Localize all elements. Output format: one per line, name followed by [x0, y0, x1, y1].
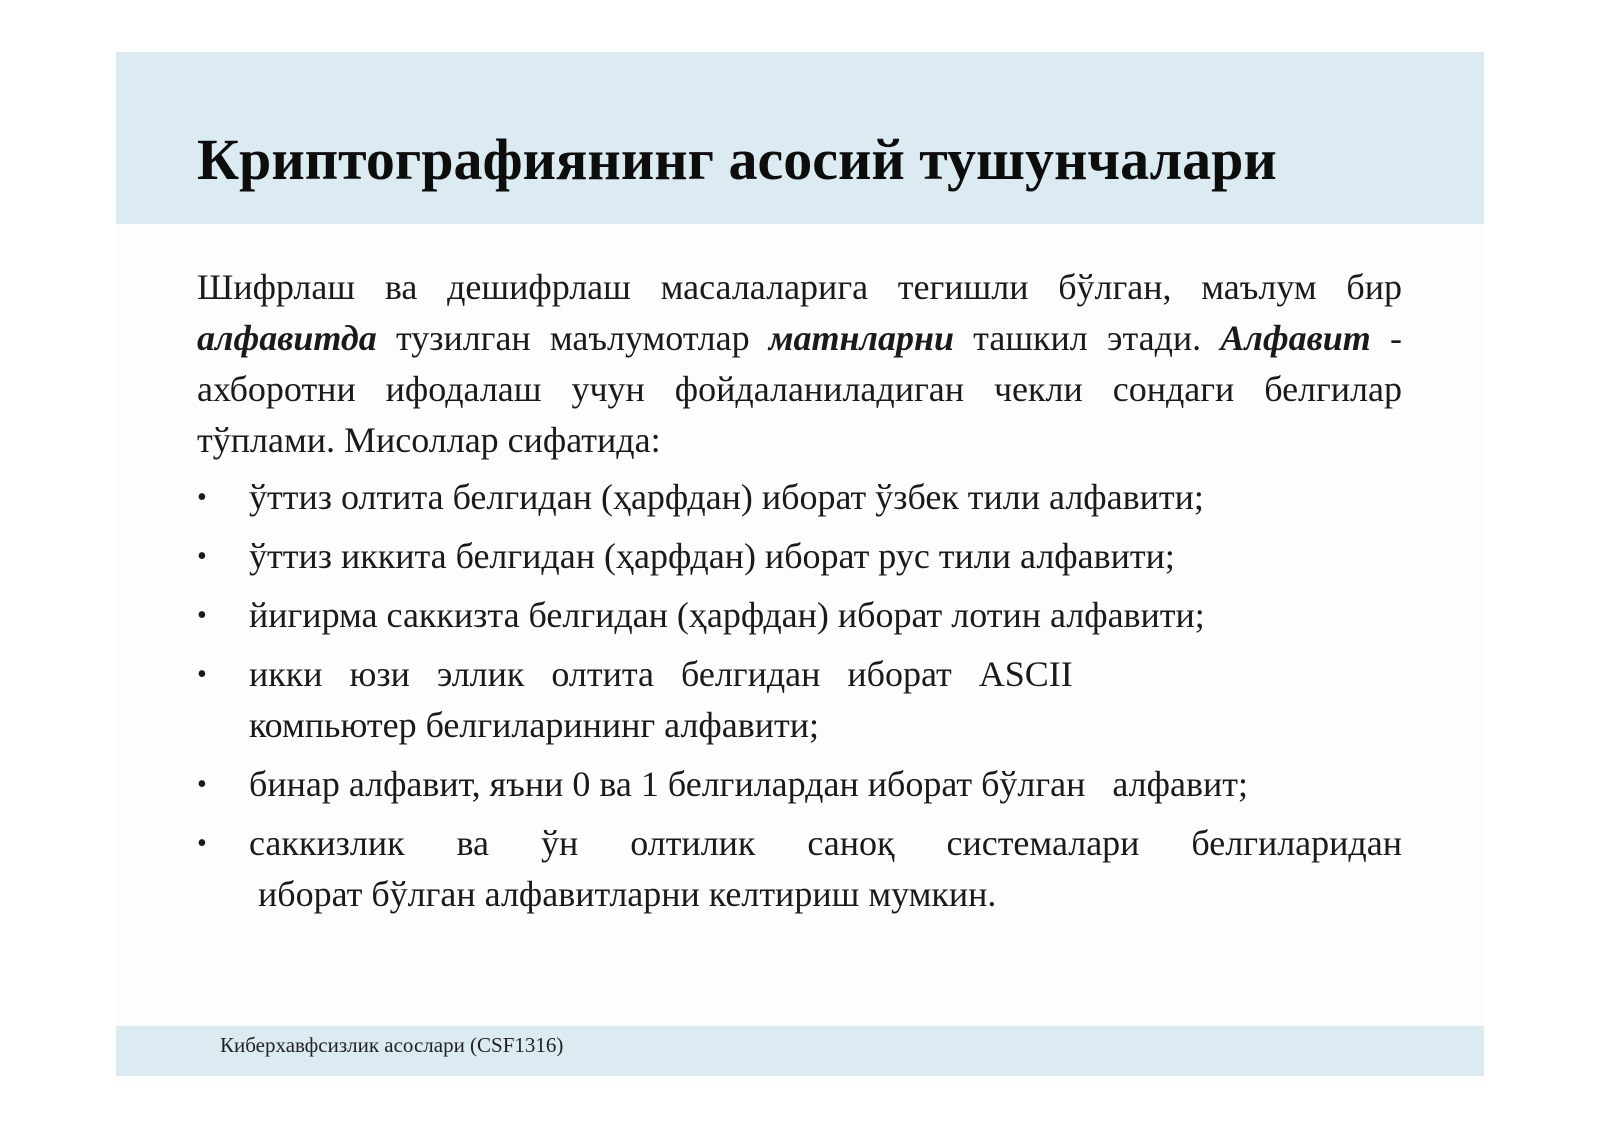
list-item-text: йигирма саккизта белгидан (ҳарфдан) иборат лотин алфавити;: [249, 595, 1205, 635]
term-texts: матнларни: [768, 318, 954, 358]
slide-content: [197, 262, 1402, 928]
examples-list: [197, 472, 1402, 920]
intro-text-3: ташкил этади.: [953, 318, 1221, 358]
list-item-line: икки юзи эллик олтита белгидан иборат ASCII: [249, 654, 1073, 694]
list-item: [197, 531, 1402, 582]
slide-title: Криптографиянинг асосий тушунчалари: [197, 127, 1277, 192]
intro-text-4: - ахборотни ифодалаш учун фойдаланиладиган чекли сондаги белгилар тўплами. Мисоллар сифатида:: [197, 318, 1402, 460]
footer-course-name: Киберхавфсизлик асослари (CSF1316): [220, 1033, 564, 1057]
intro-text-1: Шифрлаш ва дешифрлаш масалаларига тегишли бўлган, маълум бир: [197, 267, 1402, 307]
bullet-icon: •: [197, 828, 207, 859]
list-item-line: компьютер белгиларининг алфавити;: [249, 705, 819, 745]
list-item-text: ўттиз иккита белгидан (ҳарфдан) иборат рус тили алфавити;: [249, 536, 1175, 576]
list-item-text: бинар алфавит, яъни 0 ва 1 белгилардан иборат бўлган алфавит;: [249, 764, 1248, 804]
list-item-line: иборат бўлган алфавитларни келтириш мумкин.: [249, 874, 997, 914]
list-item: [197, 590, 1402, 641]
list-item-text: [249, 649, 1402, 751]
list-item: [197, 472, 1402, 523]
list-item: [197, 759, 1402, 810]
term-alphabet: Алфавит: [1220, 318, 1371, 358]
list-item-text: ўттиз олтита белгидан (ҳарфдан) иборат ўзбек тили алфавити;: [249, 477, 1204, 517]
intro-paragraph: [197, 262, 1402, 466]
bullet-icon: •: [197, 482, 207, 513]
intro-text-2: тузилган маълумотлар: [376, 318, 769, 358]
term-alphabet-in: алфавитда: [197, 318, 377, 358]
list-item-line: саккизлик ва ўн олтилик саноқ системалари белгиларидан: [249, 823, 1402, 863]
bullet-icon: •: [197, 659, 207, 690]
list-item-text: [249, 818, 1402, 920]
bullet-icon: •: [197, 769, 207, 800]
list-item: [197, 649, 1402, 751]
bullet-icon: •: [197, 600, 207, 631]
list-item: [197, 818, 1402, 920]
bullet-icon: •: [197, 541, 207, 572]
